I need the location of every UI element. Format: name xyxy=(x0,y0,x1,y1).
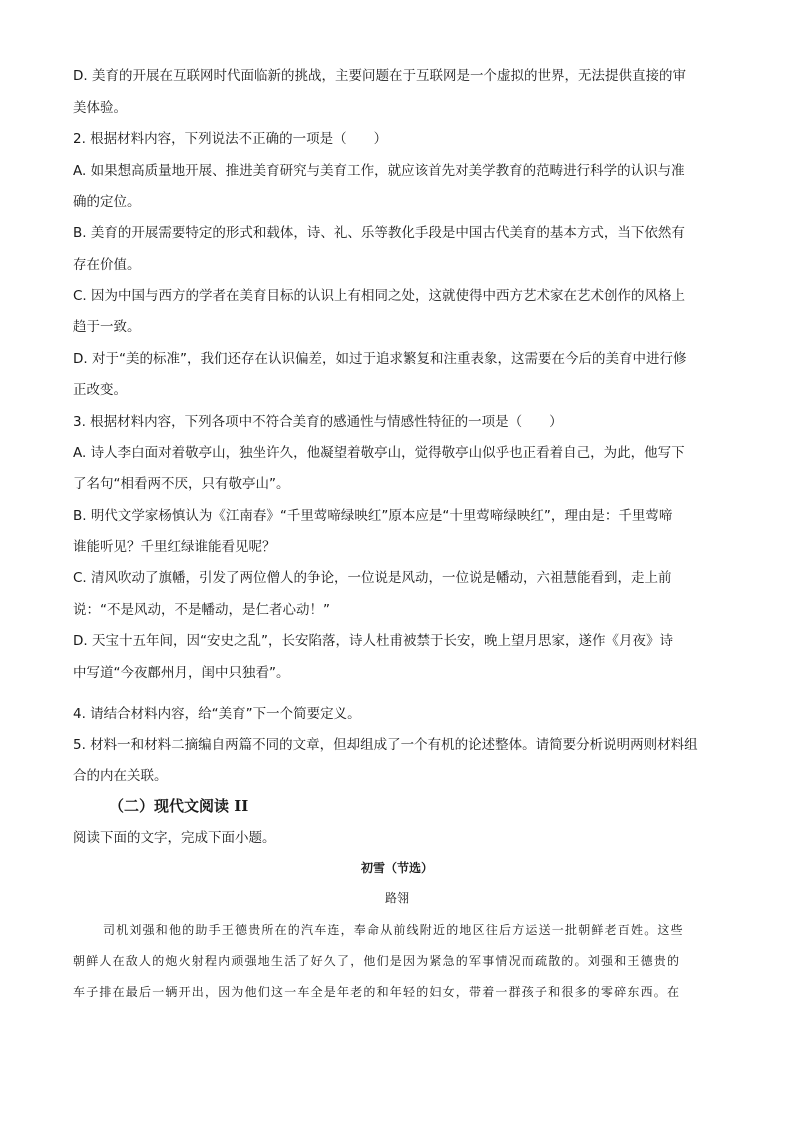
q3-option-d-line1: D. 天宝十五年间，因“安史之乱”，长安陷落，诗人杜甫被禁于长安，晚上望月思家，遂作《月夜》诗 xyxy=(73,633,673,649)
passage-line-1: 司机刘强和他的助手王德贵所在的汽车连，奉命从前线附近的地区往后方运送一批朝鲜老百姓。这些 xyxy=(103,923,684,937)
q2-option-a-line2: 确的定位。 xyxy=(73,194,141,210)
q2-option-a-line1: A. 如果想高质量地开展、推进美育研究与美育工作，就应该首先对美学教育的范畴进行科学的认识与准 xyxy=(73,163,685,179)
q2-option-d-line1: D. 对于“美的标准”，我们还存在认识偏差，如过于追求繁复和注重表象，这需要在今后的美育中进行修 xyxy=(73,351,687,367)
q2-option-c-line1: C. 因为中国与西方的学者在美育目标的认识上有相同之处，这就使得中西方艺术家在艺术创作的风格上 xyxy=(73,288,686,304)
section-heading: （二）现代文阅读 II xyxy=(109,797,249,815)
q3-option-a-line1: A. 诗人李白面对着敬亭山，独坐许久，他凝望着敬亭山，觉得敬亭山似乎也正看着自己，为此，他写下 xyxy=(73,445,685,461)
question-4: 4. 请结合材料内容，给“美育”下一个简要定义。 xyxy=(73,706,361,722)
option-d-q1-line1: D. 美育的开展在互联网时代面临新的挑战，主要问题在于互联网是一个虚拟的世界，无法提供直接的审 xyxy=(73,68,686,84)
option-d-q1-line2: 美体验。 xyxy=(73,100,127,116)
q3-option-c-line1: C. 清风吹动了旗幡，引发了两位僧人的争论，一位说是风动，一位说是幡动，六祖慧能看到，走上前 xyxy=(73,570,672,586)
passage-author: 路翎 xyxy=(384,891,409,905)
reading-instruction: 阅读下面的文字，完成下面小题。 xyxy=(73,830,276,846)
passage-title: 初雪（节选） xyxy=(360,861,433,875)
passage-line-2: 朝鲜人在敌人的炮火射程内顽强地生活了好久了，他们是因为紧急的军事情况而疏散的。刘强和王德贵的 xyxy=(73,954,681,968)
question-2-stem: 2. 根据材料内容，下列说法不正确的一项是（ ） xyxy=(73,131,388,147)
question-5-line1: 5. 材料一和材料二摘编自两篇不同的文章，但却组成了一个有机的论述整体。请简要分析说明两则材料组 xyxy=(73,737,698,753)
q2-option-b-line1: B. 美育的开展需要特定的形式和载体，诗、礼、乐等教化手段是中国古代美育的基本方式，当下依然有 xyxy=(73,225,685,241)
q2-option-d-line2: 正改变。 xyxy=(73,382,127,398)
passage-line-3: 车子排在最后一辆开出，因为他们这一车全是年老的和年轻的妇女，带着一群孩子和很多的零碎东西。在 xyxy=(73,985,681,999)
q3-option-b-line2: 谁能听见？千里红绿谁能看见呢？ xyxy=(73,539,276,555)
q2-option-b-line2: 存在价值。 xyxy=(73,257,141,273)
q3-option-d-line2: 中写道“今夜鄜州月，闺中只独看”。 xyxy=(73,665,290,681)
q3-option-b-line1: B. 明代文学家杨慎认为《江南春》“千里莺啼绿映红”原本应是“十里莺啼绿映红”，理由是：千里莺啼 xyxy=(73,508,673,524)
q3-option-c-line2: 说：“不是风动，不是幡动，是仁者心动！” xyxy=(73,602,330,618)
question-3-stem: 3. 根据材料内容，下列各项中不符合美育的感通性与情感性特征的一项是（ ） xyxy=(73,414,563,430)
q2-option-c-line2: 趋于一致。 xyxy=(73,319,141,335)
question-5-line2: 合的内在关联。 xyxy=(73,768,168,784)
q3-option-a-line2: 了名句“相看两不厌，只有敬亭山”。 xyxy=(73,476,290,492)
